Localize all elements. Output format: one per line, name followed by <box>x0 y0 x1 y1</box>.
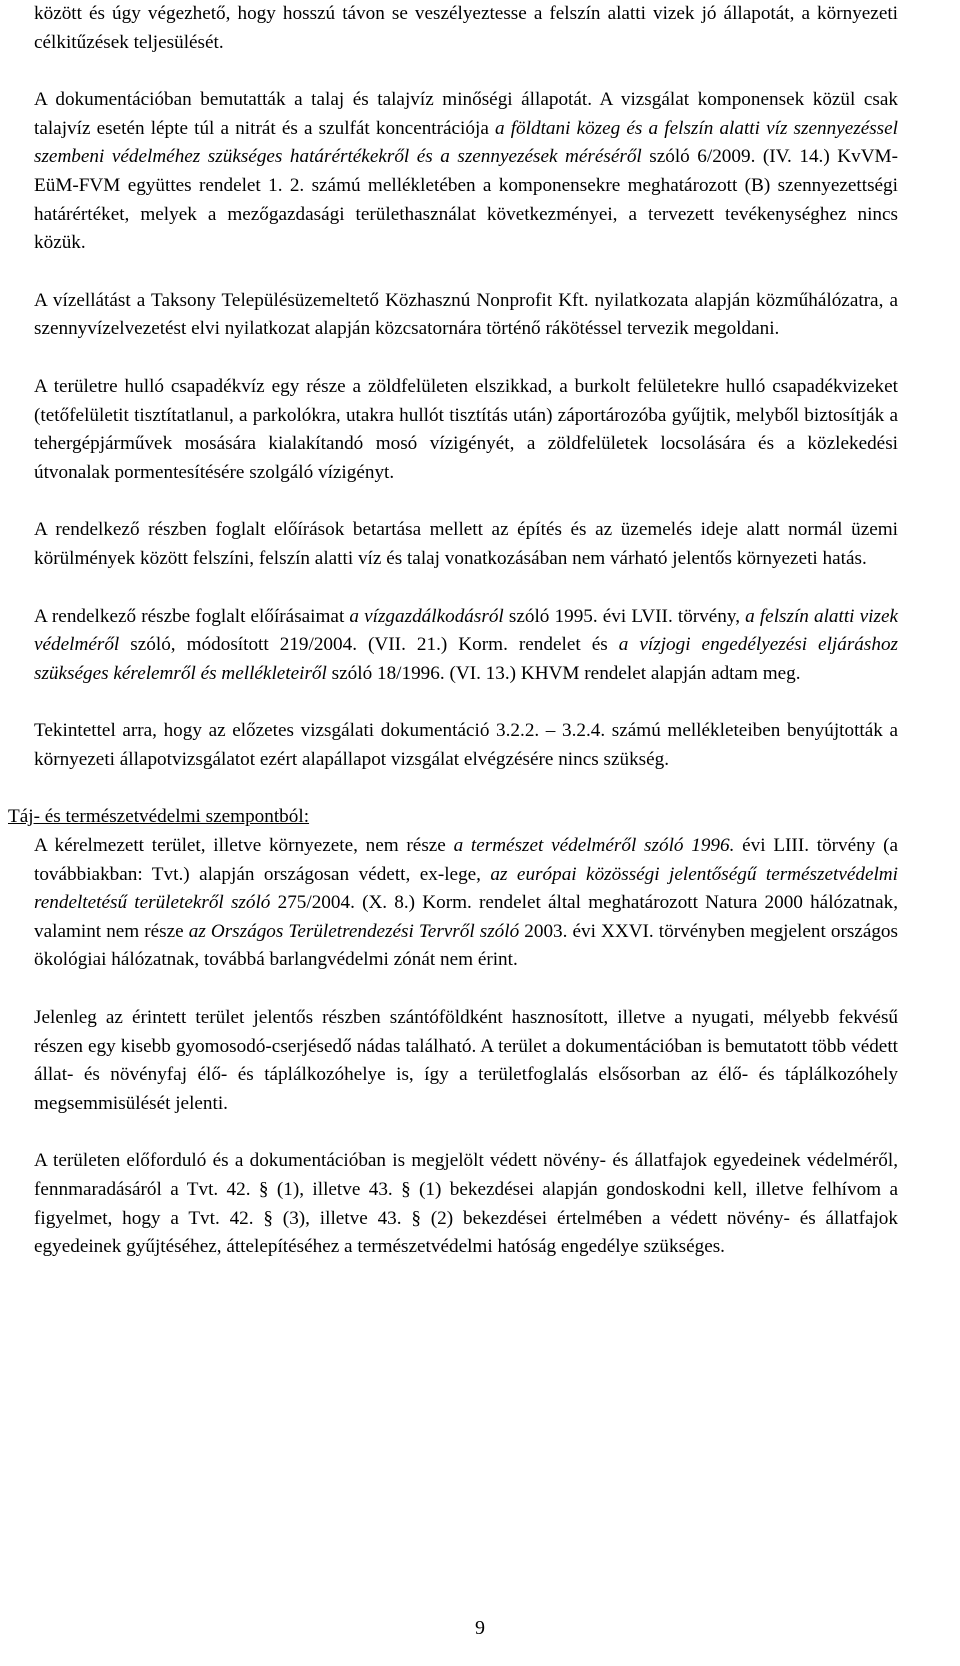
law-title-water-management: a vízgazdálkodásról <box>349 605 504 627</box>
legal-basis-text-3: szóló, módosított 219/2004. (VII. 21.) Korm. rendelet és <box>119 634 619 656</box>
law-title-water-permit: a vízjogi engedélyezési eljáráshoz szükséges kérelemről és mellékleteiről <box>34 634 899 684</box>
paragraph-protected-areas <box>34 832 898 975</box>
law-title-spatial-plan: az Országos Területrendezési Tervről szóló <box>188 920 520 942</box>
regulation-title-italic: a földtani közeg és a felszín alatti víz szennyezéssel szembeni védelméhez szükséges határértékekről és a szennyezések méréséről <box>34 117 898 168</box>
paragraph-no-significant-impact: A rendelkező részben foglalt előírások betartása mellett az építés és az üzemelés ideje alatt normál üzemi körülmények között felszíni, felszín alatti víz és talaj vonatkozásában nem várható jelentős környezeti hatás. <box>34 519 898 569</box>
law-title-groundwater-protection: a felszín alatti vizek védelméről <box>34 605 898 656</box>
protected-areas-text-4: 2003. évi XXVI. törvényben megjelent országos ökológiai hálózatnak, továbbá barlangvédelmi zónát nem érint. <box>34 920 898 971</box>
paragraph-rainwater: A területre hulló csapadékvíz egy része a zöldfelületen elszikkad, a burkolt felületekre hulló csapadékvizeket (tetőfelületit tisztítatlanul, a parkolókra, utakra hullót tisztítás után) záportározóba gyűjtik, melyből biztosítják a tehergépjárművek mosására kialakítandó mosó vízigényét, a zöldfelületek locsolására és a közlekedési útvonalak pormentesítésére szolgáló vízigényt. <box>34 375 898 483</box>
paragraph-current-land-use: Jelenleg az érintett terület jelentős részben szántóföldként hasznosított, illetve a nyugati, mélyebb fekvésű részen egy kisebb gyomosodó-cserjésedő nádas található. A terület a dokumentációban is bemutatott több védett állat- és növényfaj élő- és táplálkozóhelye is, így a területfoglalás elsősorban az élő- és táplálkozóhely megsemmisülését jelenti. <box>34 1007 898 1114</box>
protected-areas-text-3: 275/2004. (X. 8.) Korm. rendelet által meghatározott Natura 2000 hálózatnak, valamint nem része <box>34 892 898 942</box>
protected-areas-text-2: évi LIII. törvény (a továbbiakban: Tvt.) alapján országosan védett, ex-lege, <box>34 835 898 885</box>
section-heading-landscape-nature: Táj- és természetvédelmi szempontból: <box>8 806 310 828</box>
paragraph-water-supply: A vízellátást a Taksony Településüzemeltető Közhasznú Nonprofit Kft. nyilatkozata alapján közműhálózatra, a szennyvízelvezetést elvi nyilatkozat alapján közcsatornára történő rákötéssel tervezik megoldani. <box>34 289 898 340</box>
paragraph-groundwater-status: között és úgy végezhető, hogy hosszú távon se veszélyeztesse a felszín alatti vizek jó állapotát, a környezeti célkitűzések teljesülését. <box>34 3 898 53</box>
protected-areas-text-1: A kérelmezett terület, illetve környezete, nem része <box>34 835 454 857</box>
law-title-nature-protection: a természet védelméről szóló 1996. <box>453 835 735 857</box>
paragraph-protected-species: A területen előforduló és a dokumentációban is megjelölt védett növény- és állatfajok egyedeinek védelméről, fennmaradásáról a Tvt. 42. § (1), illetve 43. § (1) bekezdései alapján gondoskodni kell, illetve felhívom a figyelmet, hogy a Tvt. 42. § (3), illetve 43. § (2) bekezdései értelmében a védett növény- és állatfajok egyedeinek gyűjtéséhez, áttelepítéséhez a természetvédelmi hatóság engedélye szükséges. <box>34 1150 898 1258</box>
legal-basis-text-1: A rendelkező részbe foglalt előírásaimat <box>34 605 350 627</box>
paragraph-legal-basis <box>34 603 898 689</box>
page-number: 9 <box>475 1617 485 1639</box>
legal-basis-text-4: szóló 18/1996. (VI. 13.) KHVM rendelet alapján adtam meg. <box>326 662 801 684</box>
law-title-natura-2000: az európai közösségi jelentőségű természetvédelmi rendeltetésű területekről szóló <box>34 863 898 914</box>
legal-basis-text-2: szóló 1995. évi LVII. törvény, <box>503 605 746 627</box>
paragraph-baseline-assessment: Tekintettel arra, hogy az előzetes vizsgálati dokumentáció 3.2.2. – 3.2.4. számú mellékleteiben benyújtották a környezeti állapotvizsgálatot ezért alapállapot vizsgálat elvégzésére nincs szükség. <box>34 720 898 770</box>
document-page <box>8 0 899 1262</box>
paragraph-soil-quality-text-1: A dokumentációban bemutatták a talaj és talajvíz minőségi állapotát. A vizsgálat komponensek közül csak talajvíz esetén lépte túl a nitrát és a szulfát koncentrációja <box>34 89 898 139</box>
paragraph-soil-quality-text-2: szóló 6/2009. (IV. 14.) KvVM-EüM-FVM együttes rendelet 1. 2. számú mellékletében a komponensekre meghatározott (B) szennyezettségi határértéket, melyek a mezőgazdasági területhasználat következményei, a tervezett tevékenységhez nincs közük. <box>34 146 899 254</box>
paragraph-soil-quality <box>34 86 898 258</box>
